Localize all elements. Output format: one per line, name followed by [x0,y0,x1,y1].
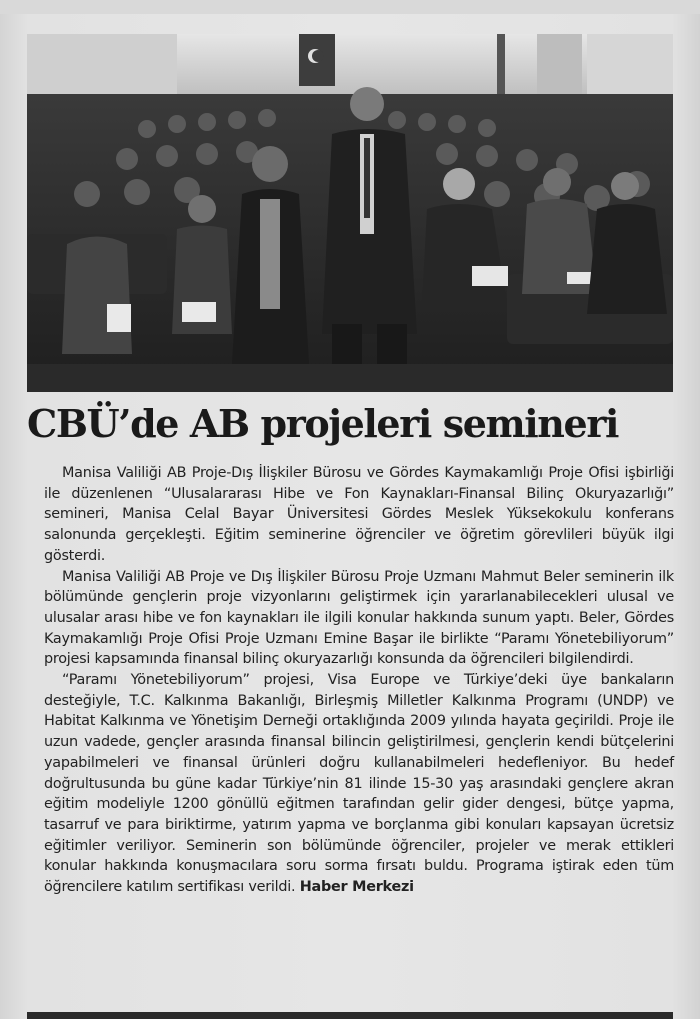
article-paragraph: Manisa Valiliği AB Proje-Dış İlişkiler Bürosu ve Gördes Kaymakamlığı Proje Ofisi işbirliği ile düzenlenen “Ulusalararası Hibe ve Fon Kaynakları-Finansal Bilinç Okuryazarlığı” semineri, Manisa Celal Bayar Üniversitesi Gördes Meslek Yüksekokulu konferans salonunda gerçekleşti. Eğitim seminerine öğrenciler ve öğretim görevlileri büyük ilgi gösterdi. [44,465,674,564]
article-paragraph-text: “Paramı Yönetebiliyorum” projesi, Visa Europe ve Türkiye’deki üye bankaların desteğiyle, T.C. Kalkınma Bakanlığı, Birleşmiş Milletler Kalkınma Programı (UNDP) ve Habitat Kalkınma ve Yönetişim Derneği ortaklığında 2009 yılında hayata geçirildi. Proje ile uzun vadede, gençler arasında finansal bilincin geliştirilmesi, gençlerin kendi bütçelerini yapabilmeleri ve finansal ürünleri doğru kullanabilmeleri hedefleniyor. Bu hedef doğrultusunda bu güne kadar Türkiye’nin 81 ilinde 15-30 yaş arasındaki gençlere akran eğitim modeliyle 1200 gönüllü eğitmen tarafından gelir gider dengesi, bütçe yapma, tasarruf ve para biriktirme, yatırım yapma ve borçlanma gibi konuları kapsayan ücretsiz eğitimler veriliyor. Seminerin son bölümünde öğrenciler, projeler ve merak ettikleri konular hakkında konuşmacılara soru sorma fırsatı buldu. Programa iştirak eden tüm öğrencilere katılım sertifikası verildi. [44,672,674,896]
headline: CBÜ’de AB projeleri semineri [27,401,618,446]
scan-top-edge [0,0,700,14]
byline: Haber Merkezi [299,879,414,896]
next-article-edge [27,1012,673,1019]
article-body [44,463,674,998]
article-paragraph: Manisa Valiliği AB Proje ve Dış İlişkiler Bürosu Proje Uzmanı Mahmut Beler seminerin ilk bölümünde gençlerin proje vizyonlarını geliştirmek için yararlanabilecekleri ulusal ve ulusalar arası hibe ve fon kaynakları ile ilgili konular hakkında sunum yaptı. Beler, Gördes Kaymakamlığı Proje Ofisi Proje Uzmanı Emine Başar ile birlikte “Paramı Yönetebiliyorum” projesi kapsamında finansal bilinç okuryazarlığı konsunda da öğrencileri bilgilendirdi. [44,568,674,668]
article-paragraph [44,670,674,898]
seminar-photo [27,34,673,392]
